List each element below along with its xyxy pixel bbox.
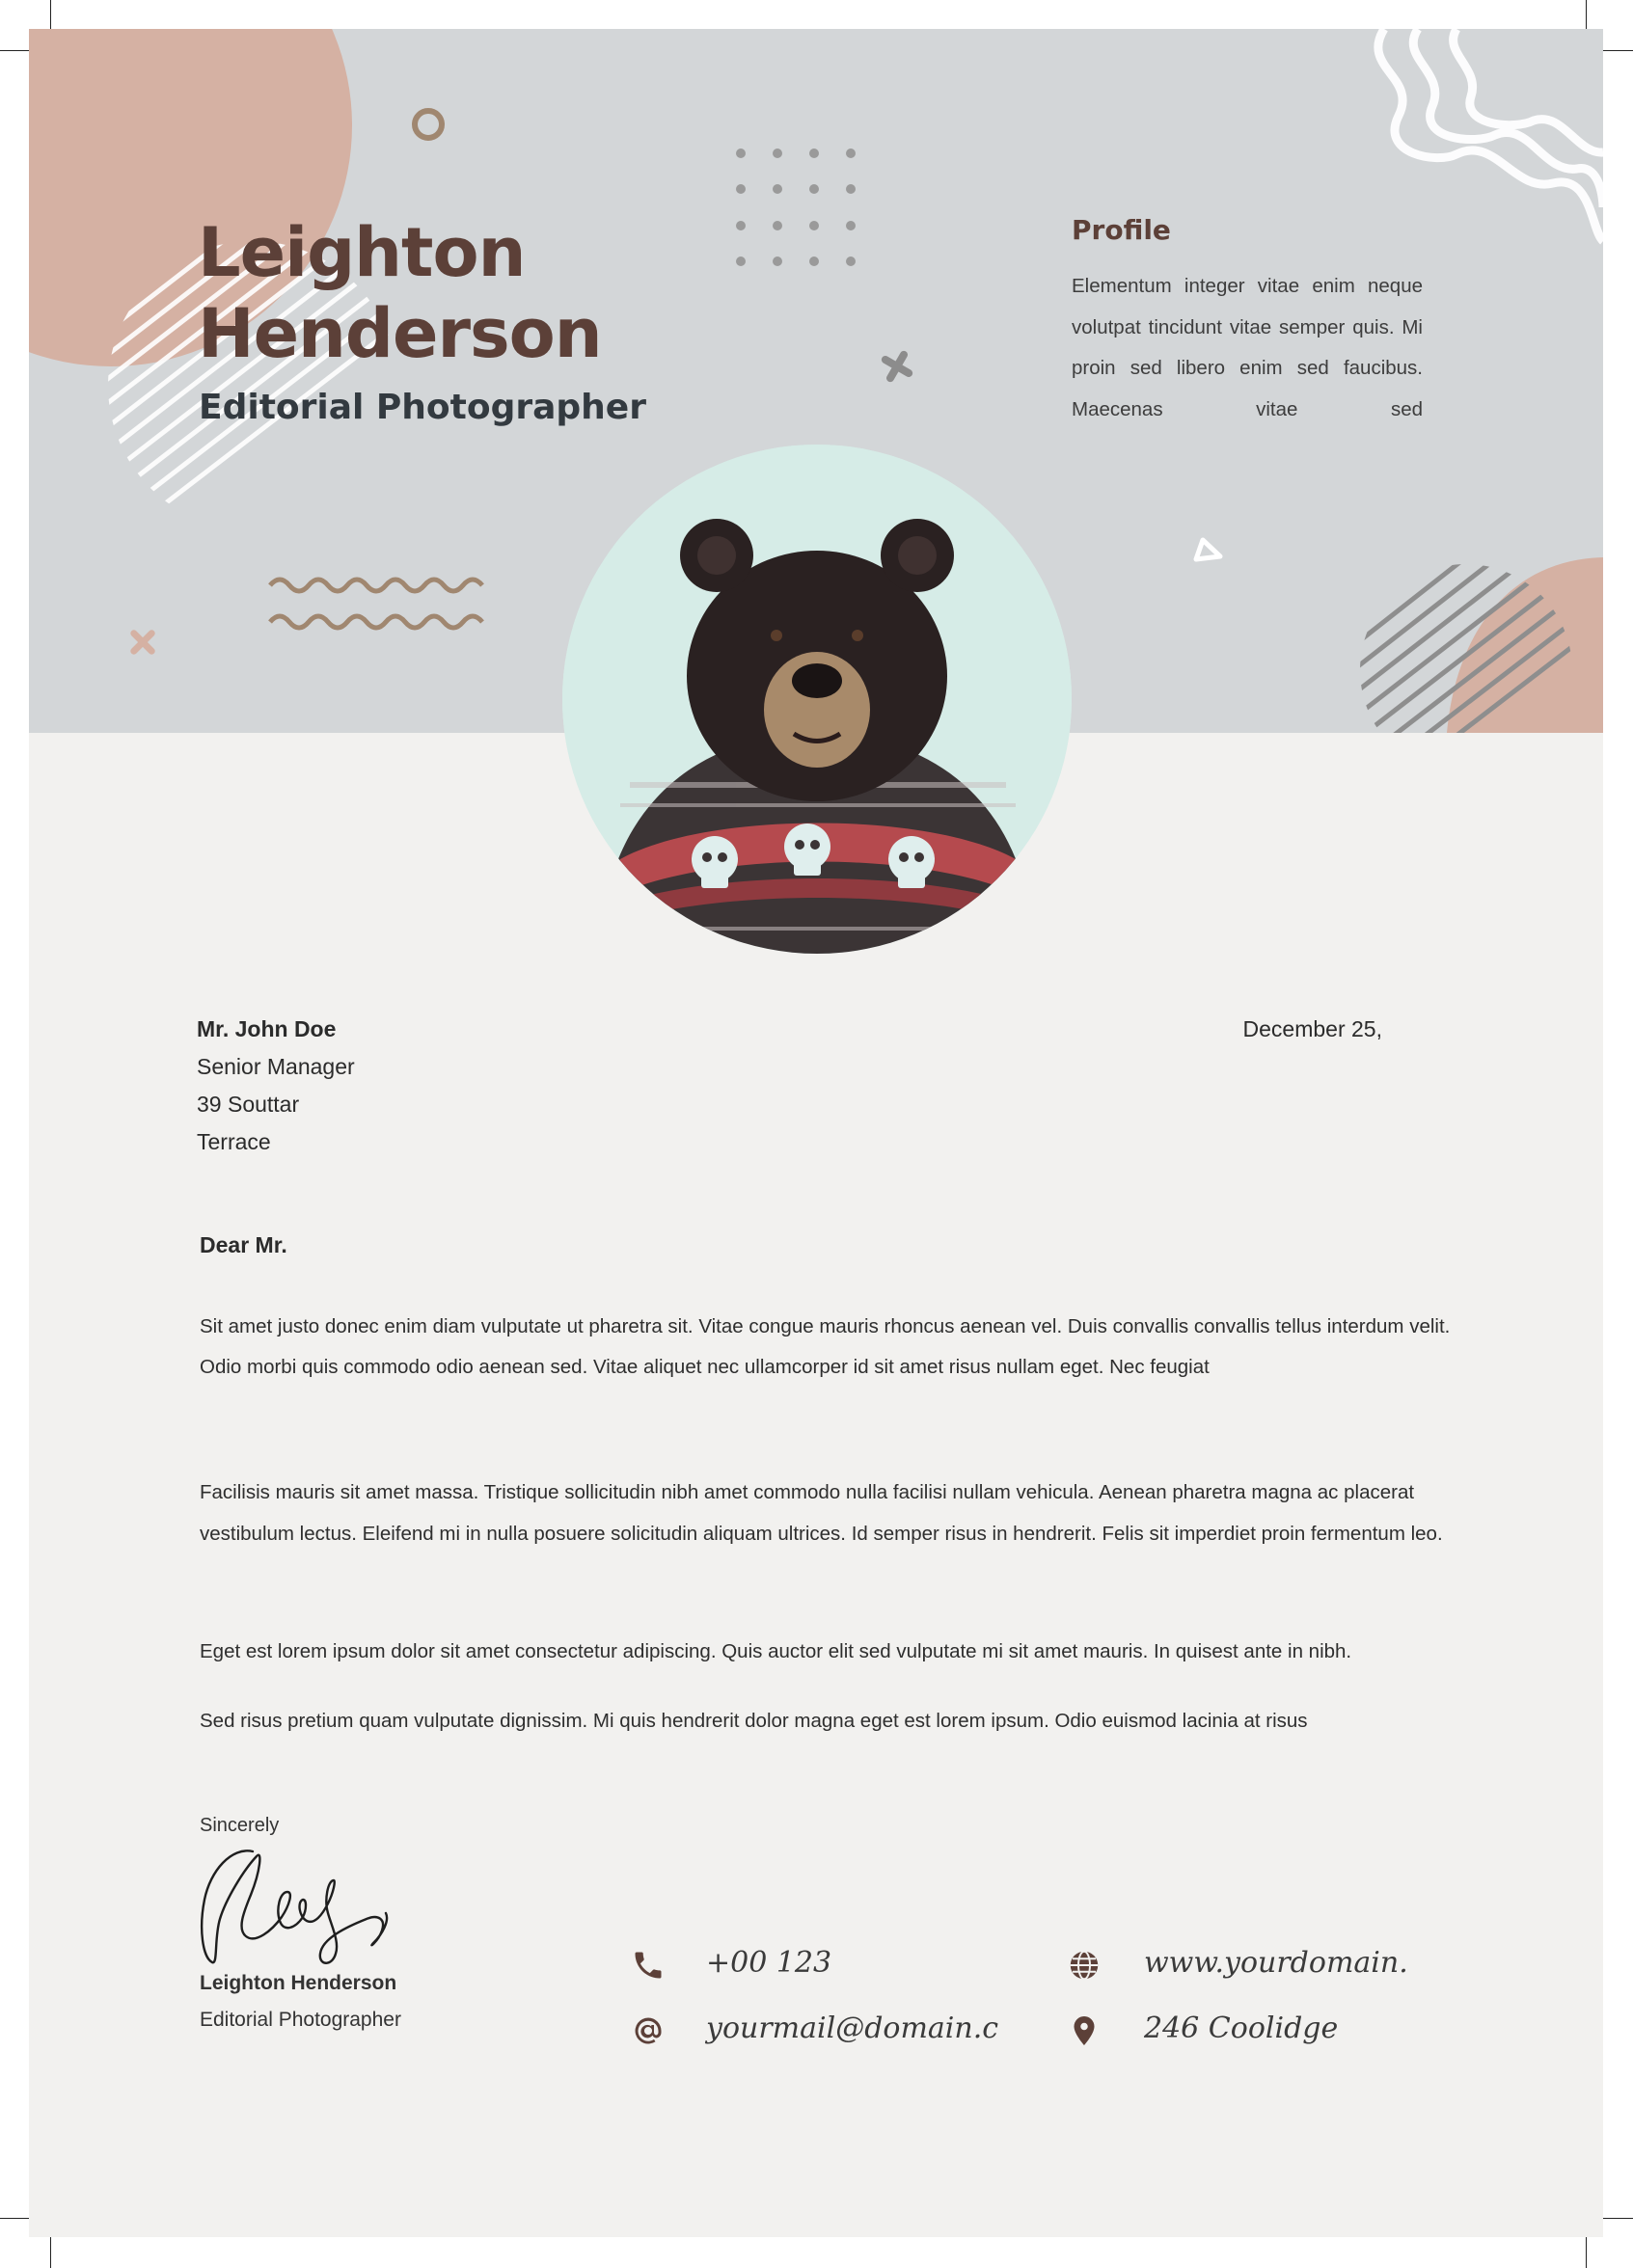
- contact-address: 246 Coolidge: [1144, 2012, 1339, 2045]
- letter-date: December 25,: [1242, 1016, 1382, 1041]
- candidate-name: [198, 212, 602, 374]
- candidate-role: Editorial Photographer: [199, 388, 646, 427]
- handwritten-signature: [193, 1842, 434, 1977]
- name-last: Henderson: [198, 294, 602, 373]
- contact-phone[interactable]: +00 123: [706, 1946, 832, 1980]
- recipient-block: [197, 1011, 355, 1161]
- profile-text: Elementum integer vitae enim neque volutpat tincidunt vitae semper quis. Mi proin sed libero enim sed faucibus. Maecenas vitae sed: [1072, 275, 1423, 420]
- letter-paragraph-3: Eget est lorem ipsum dolor sit amet consectetur adipiscing. Quis auctor elit sed vulputate mi sit amet mauris. In quisest ante in nibh.: [200, 1640, 1352, 1662]
- at-sign-icon: [631, 2013, 666, 2048]
- ring-shape: [415, 111, 442, 138]
- letter-page: [29, 29, 1603, 2237]
- contact-email[interactable]: yourmail@domain.c: [706, 2012, 999, 2045]
- signature-role: Editorial Photographer: [200, 2009, 401, 2031]
- closing-text: Sincerely: [200, 1815, 280, 1836]
- location-pin-icon: [1067, 2013, 1102, 2048]
- contact-website[interactable]: www.yourdomain.: [1144, 1946, 1408, 1980]
- signature-name: Leighton Henderson: [200, 1972, 397, 1994]
- letter-paragraph-2: Facilisis mauris sit amet massa. Tristique sollicitudin nibh amet commodo nulla facilisi nullam vehicula. Aenean pharetra magna ac placerat vestibulum lectus. Eleifend mi in nulla posuere solicitudin aliquam ultrices. Id semper risus in hendrerit. Felis sit imperdiet proin fermentum leo.: [200, 1481, 1443, 1545]
- letter-paragraph-1: Sit amet justo donec enim diam vulputate ut pharetra sit. Vitae congue mauris rhoncus aenean vel. Duis convallis convallis tellus interdum velit. Odio morbi quis commodo odio aenean sed. Vitae aliquet nec ullamcorper id sit amet risus nullam eget. Nec feugiat: [200, 1315, 1451, 1378]
- name-first: Leighton: [198, 213, 526, 292]
- recipient-address-line2: Terrace: [197, 1129, 271, 1154]
- salutation: Dear Mr.: [200, 1232, 287, 1257]
- phone-icon: [631, 1948, 666, 1983]
- profile-photo: [562, 445, 1072, 954]
- triangle-shape: [1196, 540, 1220, 559]
- bear-portrait-image: [562, 445, 1072, 954]
- recipient-address-line1: 39 Souttar: [197, 1092, 300, 1117]
- recipient-title: Senior Manager: [197, 1054, 355, 1079]
- globe-icon: [1067, 1948, 1102, 1983]
- recipient-name: Mr. John Doe: [197, 1016, 337, 1041]
- letter-paragraph-4: Sed risus pretium quam vulputate dignissim. Mi quis hendrerit dolor magna eget est lorem ipsum. Odio euismod lacinia at risus: [200, 1710, 1308, 1732]
- profile-heading: Profile: [1072, 214, 1171, 246]
